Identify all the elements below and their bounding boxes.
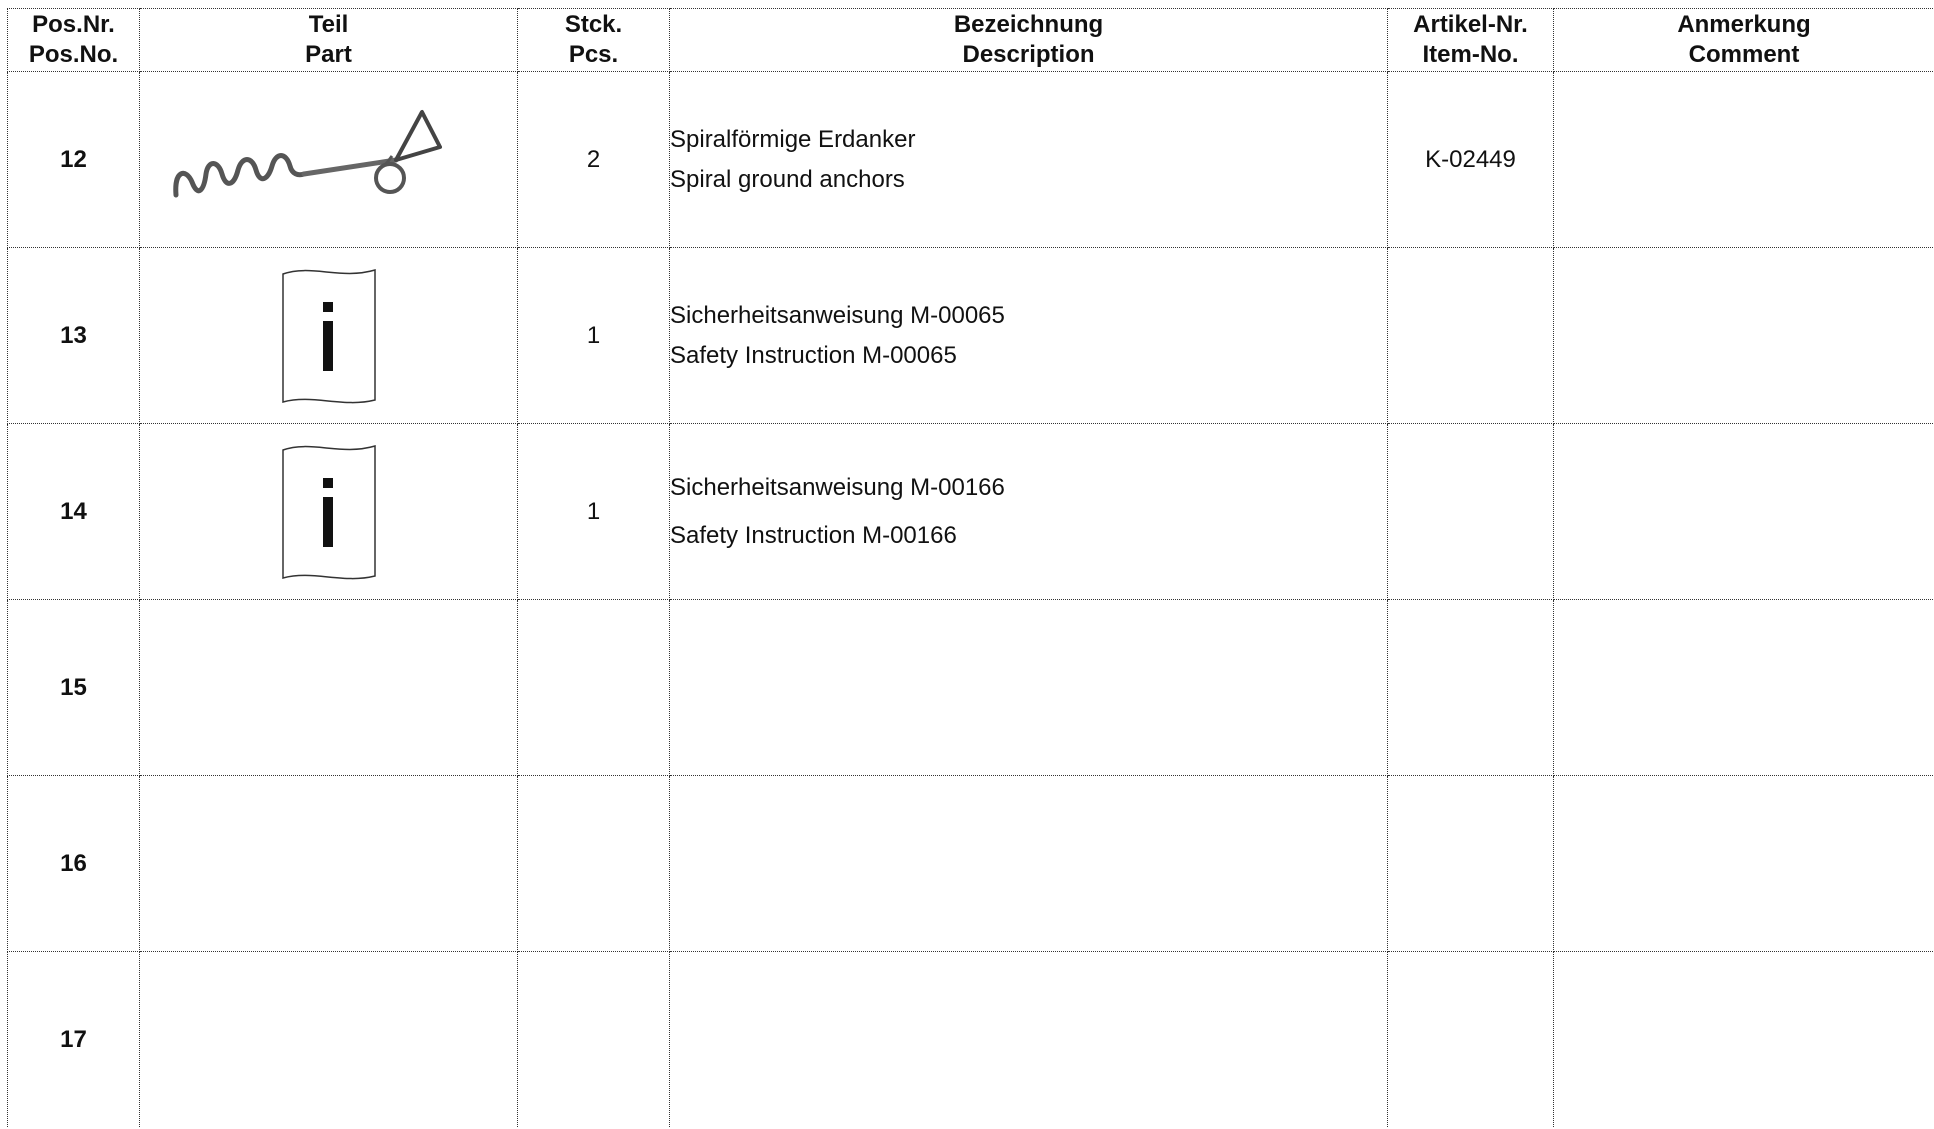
header-part [140,9,518,72]
description-en: Safety Instruction M-00065 [670,341,957,369]
header-comment-de: Anmerkung [1677,11,1811,38]
info-leaflet-icon [281,266,377,406]
header-item-no [1388,9,1554,72]
header-pos-en: Pos.No. [28,41,119,68]
part-image-cell [140,776,518,952]
table-row [8,600,1934,776]
pos-number: 13 [8,248,140,424]
header-pcs-en: Pcs. [568,41,619,68]
pos-number: 14 [8,424,140,600]
header-part-de: Teil [308,11,349,38]
pieces-count [518,776,670,952]
pos-number: 15 [8,600,140,776]
header-comment [1554,9,1934,72]
part-image-cell [140,600,518,776]
header-item-no-en: Item-No. [1422,41,1519,68]
table-row [8,776,1934,952]
part-image-cell [140,424,518,600]
header-pos-de: Pos.Nr. [32,11,115,38]
description-cell [670,600,1388,776]
pos-number: 16 [8,776,140,952]
parts-list-table [7,8,1934,1127]
pieces-count [518,600,670,776]
part-image-cell [140,248,518,424]
description-de: Sicherheitsanweisung M-00065 [670,301,1005,329]
description-en: Safety Instruction M-00166 [670,521,957,549]
table-header-row [8,9,1934,72]
comment-cell [1554,600,1934,776]
pieces-count: 2 [518,72,670,248]
part-image-cell [140,952,518,1128]
pieces-count [518,952,670,1128]
table-row [8,424,1934,600]
comment-cell [1554,424,1934,600]
description-de: Spiralförmige Erdanker [670,125,916,153]
comment-cell [1554,952,1934,1128]
item-number [1388,424,1554,600]
pos-number: 12 [8,72,140,248]
item-number [1388,952,1554,1128]
header-pos [8,9,140,72]
description-cell [670,952,1388,1128]
header-comment-en: Comment [1688,41,1800,68]
description-de: Sicherheitsanweisung M-00166 [670,473,1005,501]
header-item-no-de: Artikel-Nr. [1413,11,1528,38]
pos-number: 17 [8,952,140,1128]
info-leaflet-icon [281,442,377,582]
header-pcs [518,9,670,72]
header-description-de: Bezeichnung [953,11,1104,38]
item-number [1388,600,1554,776]
table-row [8,248,1934,424]
table-row [8,952,1934,1128]
comment-cell [1554,72,1934,248]
item-number: K-02449 [1388,72,1554,248]
pieces-count: 1 [518,424,670,600]
table-row [8,72,1934,248]
pieces-count: 1 [518,248,670,424]
description-cell [670,776,1388,952]
item-number [1388,248,1554,424]
item-number [1388,776,1554,952]
description-en: Spiral ground anchors [670,165,905,193]
description-cell [670,248,1388,424]
part-image-cell [140,72,518,248]
description-cell [670,424,1388,600]
header-part-en: Part [305,41,352,68]
comment-cell [1554,776,1934,952]
header-description-en: Description [962,41,1095,68]
header-description [670,9,1388,72]
description-cell [670,72,1388,248]
header-pcs-de: Stck. [564,11,623,38]
spiral-ground-anchor-icon [164,90,494,230]
comment-cell [1554,248,1934,424]
